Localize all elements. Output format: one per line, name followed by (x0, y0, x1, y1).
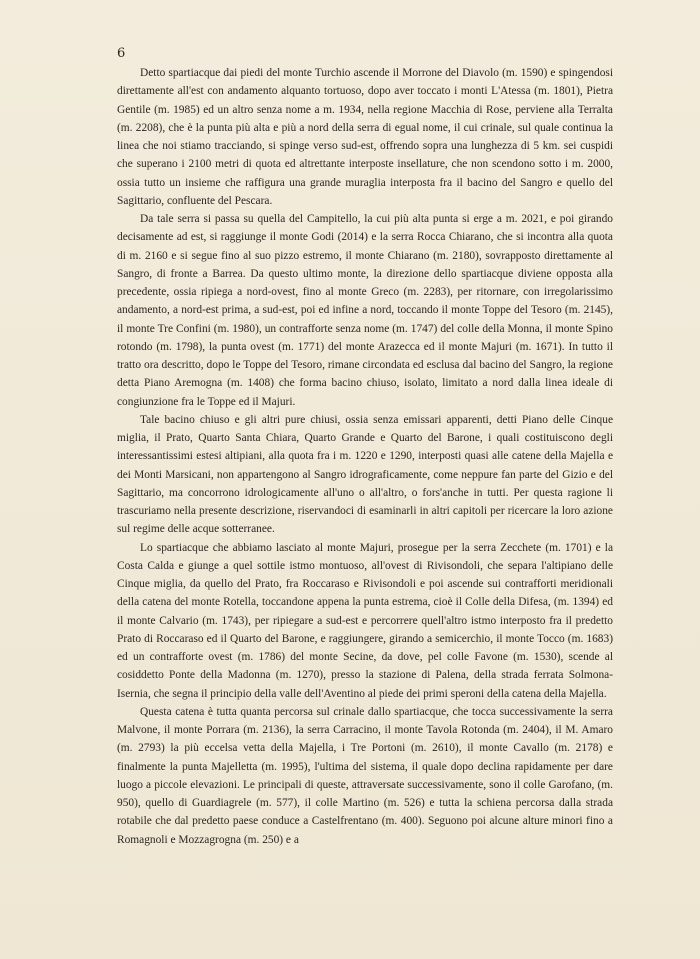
body-text (117, 64, 613, 849)
paragraph-3: Tale bacino chiuso e gli altri pure chiusi, ossia senza emissari apparenti, detti Piano delle Cinque miglia, il Prato, Quarto Santa Chiara, Quarto Grande e Quarto del Barone, i quali costituiscono degli interessantissimi estesi altipiani, alla quota fra i m. 1220 e 1290, interposti quasi alle catene della Majella e dei Monti Marsicani, non appartengono al Sangro idrograficamente, come neppure fan parte del Gizio e del Sagittario, ma concorrono idrologicamente all'uno o all'altro, o fors'anche in tutti. Per questa ragione li trascuriamo nella presente descrizione, riservandoci di esaminarli in altri capitoli per ricercare la loro azione sul regime delle acque sotterranee. (117, 413, 613, 536)
page-number: 6 (117, 46, 126, 61)
paragraph-1: Detto spartiacque dai piedi del monte Turchio ascende il Morrone del Diavolo (m. 1590) e spingendosi direttamente all'est con andamento alquanto tortuoso, dopo aver toccato i monti L'Atessa (m. 1801), Pietra Gentile (m. 1985) ed un altro senza nome a m. 1934, nella regione Macchia di Rose, perviene alla Terralta (m. 2208), che è la punta più alta e più a nord della serra di egual nome, il cui crinale, sul quale continua la linea che noi stiamo tracciando, si spinge verso sud-est, offrendo sopra una lunghezza di 5 km. sei cuspidi che superano i 2100 metri di quota ed altrettante interposte insellature, che non scendono sotto i m. 2000, ossia tutto un insieme che raffigura una grande muraglia interposta fra il bacino del Sangro e quello del Sagittario, confluente del Pescara. (117, 67, 613, 207)
paragraph-4: Lo spartiacque che abbiamo lasciato al monte Majuri, prosegue per la serra Zecchete (m. 1701) e la Costa Calda e giunge a quel sottile istmo montuoso, all'ovest di Rivisondoli, che separa l'altipiano delle Cinque miglia, da quello del Prato, fra Roccaraso e Rivisondoli e poi ascende sui contrafforti meridionali della catena del monte Rotella, toccandone appena la punta estrema, cioè il Colle della Difesa, (m. 1394) ed il monte Calvario (m. 1743), per ripiegare a sud-est e percorrere quell'altro istmo interposto fra il predetto Prato di Roccaraso ed il Quarto del Barone, e raggiungere, girando a semicerchio, il monte Tocco (m. 1683) ed un contrafforte ovest (m. 1786) del monte Secine, da dove, pel colle Favone (m. 1530), scende al cosiddetto Ponte della Madonna (m. 1270), presso la stazione di Palena, della strada ferrata Solmona-Isernia, che segna il principio della valle dell'Aventino al piede dei primi speroni della catena della Majella. (117, 541, 613, 700)
paragraph-2: Da tale serra si passa su quella del Campitello, la cui più alta punta si erge a m. 2021, e poi girando decisamente ad est, si raggiunge il monte Godi (2014) e la serra Rocca Chiarano, che si incontra alla quota di m. 2160 e si segue fino al suo pizzo estremo, il monte Chiarano (m. 2180), sovrapposto direttamente al Sangro, di fronte a Barrea. Da questo ultimo monte, la direzione dello spartiacque diviene opposta alla precedente, ossia ripiega a nord-ovest, fino al monte Greco (m. 2283), per ritornare, con irregolarissimo andamento, a nord-est prima, a sud-est, poi ed infine a nord, toccando il monte Toppe del Tesoro (m. 2145), il monte Tre Confini (m. 1980), un contrafforte senza nome (m. 1747) del colle della Monna, il monte Spino rotondo (m. 1798), la punta ovest (m. 1771) del monte Arazecca ed il monte Majuri (m. 1671). In tutto il tratto ora descritto, dopo le Toppe del Tesoro, rimane circondata ed esclusa dal bacino del Sangro, la regione detta Piano Aremogna (m. 1408) che forma bacino chiuso, isolato, limitato a nord dalla linea ideale di congiunzione fra le Toppe ed il Majuri. (117, 213, 613, 408)
paragraph-5: Questa catena è tutta quanta percorsa sul crinale dallo spartiacque, che tocca successivamente la serra Malvone, il monte Porrara (m. 2136), la serra Carracino, il monte Tavola Rotonda (m. 2404), il M. Amaro (m. 2793) la più eccelsa vetta della Majella, i Tre Portoni (m. 2610), il monte Cavallo (m. 2178) e finalmente la punta Majelletta (m. 1995), l'ultima del sistema, il quale dopo declina rapidamente per dare luogo a piccole elevazioni. Le principali di queste, attraversate successivamente, sono il colle Garofano, (m. 950), quello di Guardiagrele (m. 577), il colle Martino (m. 526) e tutta la schiena percorsa dalla strada rotabile che dal predetto paese conduce a Castelfrentano (m. 400). Seguono poi alcune alture minori fino a Romagnoli e Mozzagrogna (m. 250) e a (117, 705, 613, 846)
